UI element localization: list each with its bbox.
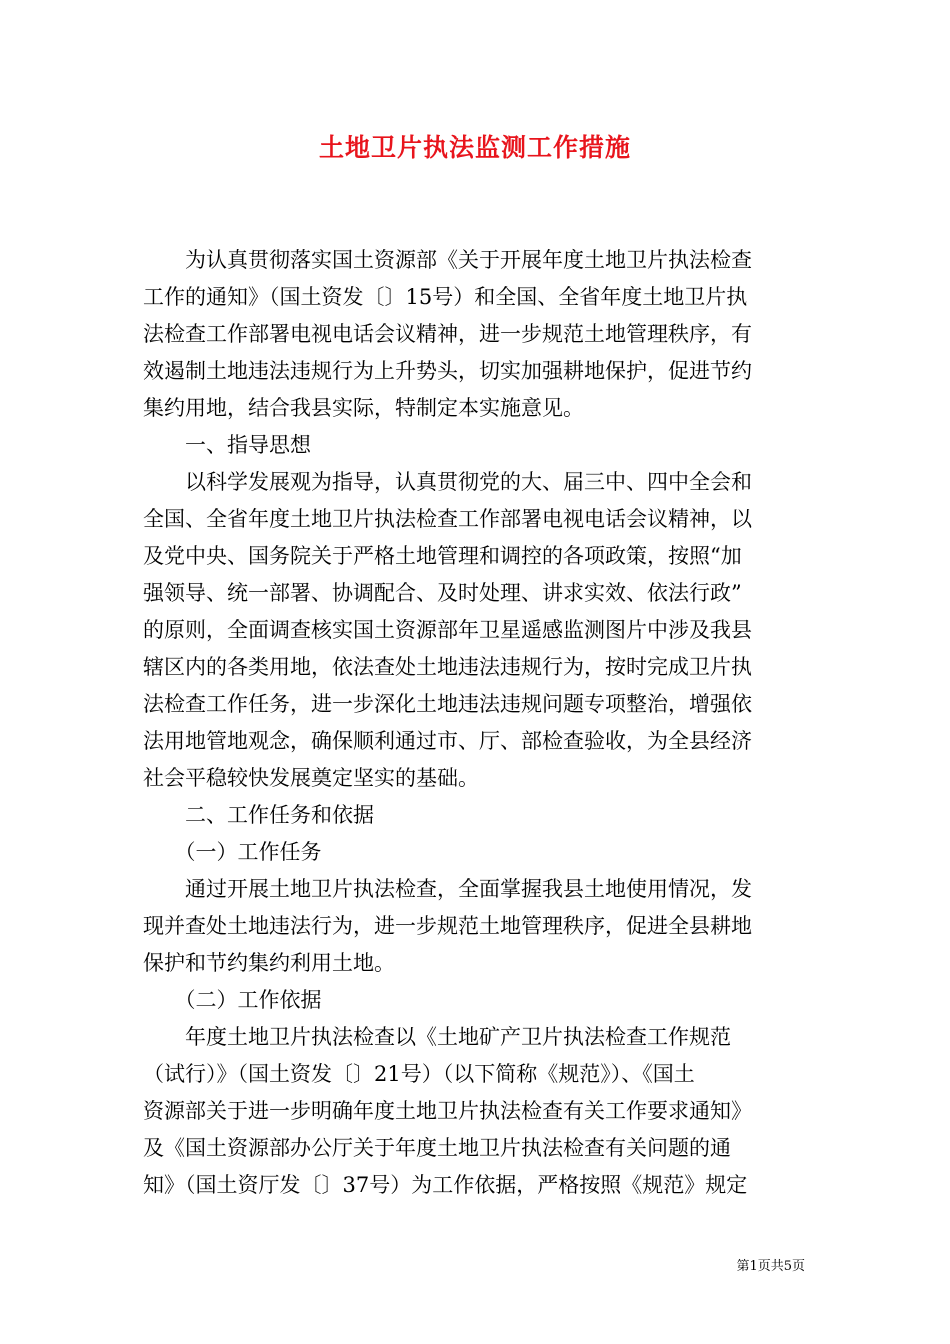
document-body xyxy=(143,242,808,1204)
body-line: 的原则，全面调查核实国土资源部年卫星遥感监测图片中涉及我县 xyxy=(143,618,752,642)
body-line: 以科学发展观为指导，认真贯彻党的大、届三中、四中全会和 xyxy=(143,470,752,494)
body-line: 效遏制土地违法违规行为上升势头，切实加强耕地保护，促进节约 xyxy=(143,359,752,383)
body-line: 社会平稳较快发展奠定坚实的基础。 xyxy=(143,766,479,790)
document-title: 土地卫片执法监测工作措施 xyxy=(318,133,631,162)
body-line: 知》（国土资厅发〔〕37号）为工作依据，严格按照《规范》规定 xyxy=(143,1173,748,1197)
body-line: 保护和节约集约利用土地。 xyxy=(143,951,395,975)
body-line: 法检查工作部署电视电话会议精神，进一步规范土地管理秩序，有 xyxy=(143,322,752,346)
body-line: 辖区内的各类用地，依法查处土地违法违规行为，按时完成卫片执 xyxy=(143,655,752,679)
body-line: 强领导、统一部署、协调配合、及时处理、讲求实效、依法行政” xyxy=(143,581,742,605)
body-line: 法检查工作任务，进一步深化土地违法违规问题专项整治，增强依 xyxy=(143,692,752,716)
body-line: 年度土地卫片执法检查以《土地矿产卫片执法检查工作规范 xyxy=(143,1025,731,1049)
body-line: 及《国土资源部办公厅关于年度土地卫片执法检查有关问题的通 xyxy=(143,1136,731,1160)
body-line: 全国、全省年度土地卫片执法检查工作部署电视电话会议精神，以 xyxy=(143,507,752,531)
body-line: 为认真贯彻落实国土资源部《关于开展年度土地卫片执法检查 xyxy=(143,248,752,272)
body-line: 集约用地，结合我县实际，特制定本实施意见。 xyxy=(143,396,584,420)
body-line: 通过开展土地卫片执法检查，全面掌握我县土地使用情况，发 xyxy=(143,877,752,901)
section-heading: 二、工作任务和依据 xyxy=(143,803,374,827)
body-line: 及党中央、国务院关于严格土地管理和调控的各项政策，按照“加 xyxy=(143,544,742,568)
body-line: 现并查处土地违法行为，进一步规范土地管理秩序，促进全县耕地 xyxy=(143,914,752,938)
subsection-heading: （二）工作依据 xyxy=(143,988,322,1012)
section-heading: 一、指导思想 xyxy=(143,433,311,457)
body-line: 工作的通知》（国土资发〔〕15号）和全国、全省年度土地卫片执 xyxy=(143,285,748,309)
body-line: 法用地管地观念，确保顺利通过市、厅、部检查验收，为全县经济 xyxy=(143,729,752,753)
body-line: 资源部关于进一步明确年度土地卫片执法检查有关工作要求通知》 xyxy=(143,1099,752,1123)
body-line: （试行）》（国土资发〔〕21号）（以下简称《规范》）、《国土 xyxy=(143,1062,695,1086)
subsection-heading: （一）工作任务 xyxy=(143,840,322,864)
page-number: 第1页共5页 xyxy=(736,1259,805,1274)
